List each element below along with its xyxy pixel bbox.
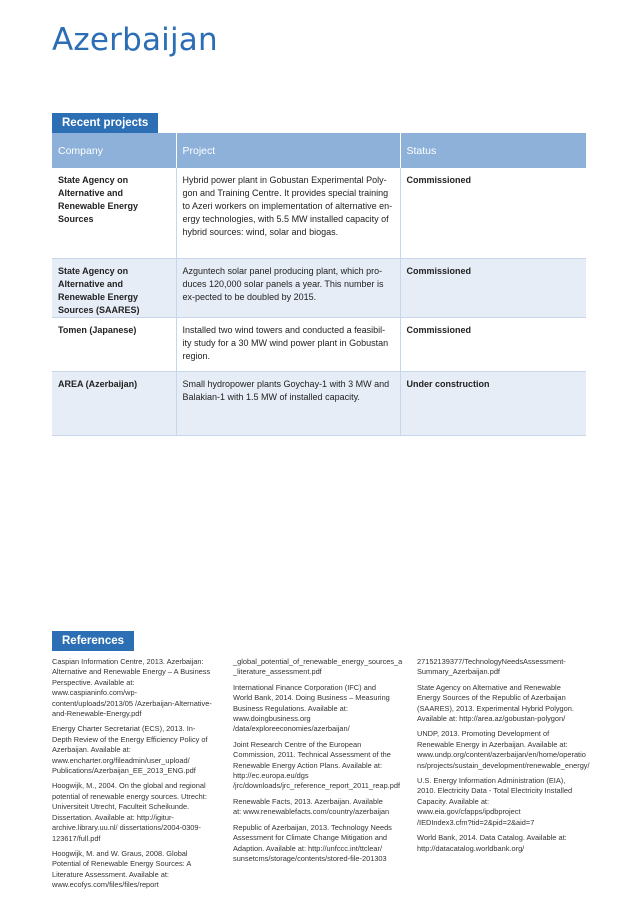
header-company: Company [52,133,176,168]
reference-entry: UNDP, 2013. Promoting Development of Renewable Energy in Azerbaijan. Available at: www.undp.org/content/azerbaijan/en/home/operatio ns/projects/sustain_development/renewable_energy/ [417,729,590,770]
reference-entry: State Agency on Alternative and Renewable Energy Sources of the Republic of Azerbaijan (SAARES), 2013. Experimental Hybrid Polygon. Available at: http://area.az/gobustan-polygon/ [417,682,574,724]
reference-entry: Joint Research Centre of the European Commission, 2011. Technical Assessment of the Renewable Energy Action Plans. Available at: http://ec.europa.eu/dgs /jrc/downloads/jrc_reference_report_2011_reap.pdf [233,739,401,791]
project-cell: Installed two wind towers and conducted a feasibil-ity study for a 30 MW wind power plant in Gobustan region. [176,318,400,372]
project-cell: Small hydropower plants Goychay-1 with 3 MW and Balakian-1 with 1.5 MW of installed capacity. [176,372,400,436]
header-project: Project [176,133,400,168]
status-cell: Under construction [400,372,586,436]
header-status: Status [400,133,586,168]
reference-entry: World Bank, 2014. Data Catalog. Available at: http://datacatalog.worldbank.org/ [417,833,567,853]
reference-entry: U.S. Energy Information Administration (EIA), 2010. Electricity Data - Total Electricity Installed Capacity. Available at: www.eia.gov/cfapps/ipdbproject /IEDIndex3.cfm?tid=2&pid=2&aid=7 [417,776,573,827]
reference-entry: Hoogwijk, M. and W. Graus, 2008. Global Potential of Renewable Energy Sources: A Literature Assessment. Available at: www.ecofys.com/files/files/report [52,848,191,890]
status-cell: Commissioned [400,318,586,372]
reference-entry: _global_potential_of_renewable_energy_sources_a _literature_assessment.pdf [233,657,403,677]
reference-entry: Hoogwijk, M., 2004. On the global and regional potential of renewable energy sources. Utrecht: Universiteit Utrecht, Faculteit Scheikunde. Dissertation. Available at: http://igitur-archive.library.uu.nl/ dissertations/2004-0309-123617/full.pdf [52,781,207,843]
reference-entry: Caspian Information Centre, 2013. Azerbaijan: Alternative and Renewable Energy – A Business Perspective. Available at: www.caspianinfo.com/wp-content/uploads/2013/05 /Azerbaijan-Alternative-and-Renewable-Energy.pdf [52,657,212,719]
status-cell: Commissioned [400,259,586,318]
references-column-1 [52,657,212,896]
company-cell: Tomen (Japanese) [52,318,176,372]
status-cell: Commissioned [400,168,586,259]
project-cell: Hybrid power plant in Gobustan Experimental Poly-gon and Training Centre. It provides special training to Azeri workers on implementation of alternative en-ergy technologies, with 5.5 MW installed capacity of hybrid sources: wind, solar and biogas. [176,168,400,259]
table-row [52,372,586,436]
company-cell: State Agency on Alternative and Renewable Energy Sources (SAARES) [52,259,176,318]
company-cell: State Agency on Alternative and Renewable Energy Sources [52,168,176,259]
reference-entry: International Finance Corporation (IFC) and World Bank, 2014. Doing Business – Measuring Business Regulations. Available at: www.doingbusiness.org /data/exploreeconomies/azerbaijan/ [233,682,390,734]
table-row [52,168,586,259]
company-cell: AREA (Azerbaijan) [52,372,176,436]
references-column-2 [233,657,403,869]
references-label: References [52,631,134,651]
recent-projects-label: Recent projects [52,113,158,133]
table-row [52,259,586,318]
reference-entry: Republic of Azerbaijan, 2013. Technology Needs Assessment for Climate Change Mitigation and Adaption. Available at: http://unfccc.int/ttclear/ sunsetcms/storage/contents/stored-file-201303 [233,822,392,863]
reference-entry: 27152139377/TechnologyNeedsAssessment-Summary_Azerbaijan.pdf [417,657,566,677]
references-column-3 [417,657,590,859]
project-cell: Azguntech solar panel producing plant, which pro-duces 120,000 solar panels a year. This number is ex-pected to be doubled by 2015. [176,259,400,318]
projects-table [52,133,586,436]
table-row [52,318,586,372]
reference-entry: Energy Charter Secretariat (ECS), 2013. In-Depth Review of the Energy Efficiency Policy of Azerbaijan. Available at: www.encharter.org/fileadmin/user_upload/ Publications/Azerbaijan_EE_2013_ENG.pdf [52,724,208,776]
table-header-row [52,133,586,168]
page-title: Azerbaijan [52,22,218,58]
reference-entry: Renewable Facts, 2013. Azerbaijan. Available at: www.renewablefacts.com/country/azerbaijan [233,796,390,817]
